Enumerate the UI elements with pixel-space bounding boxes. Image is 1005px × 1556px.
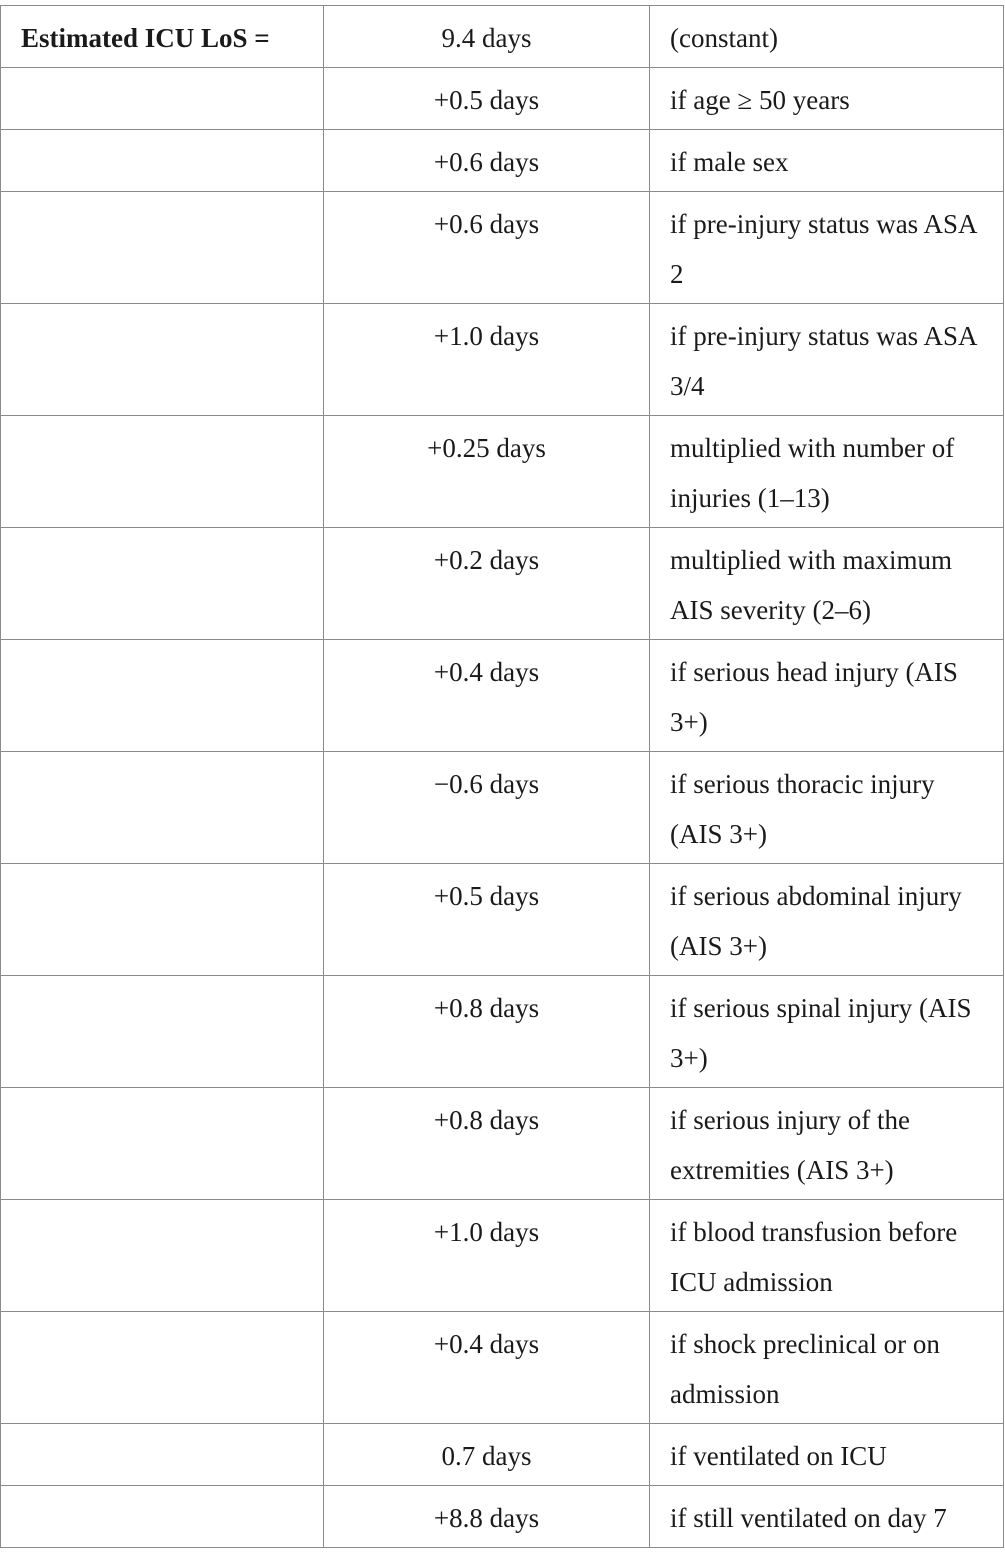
- row-description: if serious abdominal injury (AIS 3+): [650, 864, 1004, 976]
- row-value: +8.8 days: [324, 1486, 650, 1548]
- empty-cell: [1, 304, 324, 416]
- row-value: +0.25 days: [324, 416, 650, 528]
- row-description: if pre-injury status was ASA 2: [650, 192, 1004, 304]
- row-description: (constant): [650, 6, 1004, 68]
- row-value: +0.4 days: [324, 1312, 650, 1424]
- row-value: 9.4 days: [324, 6, 650, 68]
- empty-cell: [1, 1424, 324, 1486]
- empty-cell: [1, 1486, 324, 1548]
- row-description: if ventilated on ICU: [650, 1424, 1004, 1486]
- empty-cell: [1, 752, 324, 864]
- row-value: +1.0 days: [324, 1200, 650, 1312]
- row-description: if shock preclinical or on admission: [650, 1312, 1004, 1424]
- table-row: [1, 416, 1004, 528]
- empty-cell: [1, 864, 324, 976]
- empty-cell: [1, 416, 324, 528]
- empty-cell: [1, 130, 324, 192]
- empty-cell: [1, 1312, 324, 1424]
- row-value: +0.2 days: [324, 528, 650, 640]
- row-description: multiplied with number of injuries (1–13): [650, 416, 1004, 528]
- table-row: [1, 864, 1004, 976]
- row-description: if serious head injury (AIS 3+): [650, 640, 1004, 752]
- row-description: if serious thoracic injury (AIS 3+): [650, 752, 1004, 864]
- table-row: [1, 976, 1004, 1088]
- row-description: if still ventilated on day 7: [650, 1486, 1004, 1548]
- table-row: [1, 1424, 1004, 1486]
- formula-label: Estimated ICU LoS =: [1, 6, 324, 68]
- row-value: +0.6 days: [324, 192, 650, 304]
- empty-cell: [1, 976, 324, 1088]
- icu-los-table: [0, 5, 1004, 1548]
- row-value: +0.4 days: [324, 640, 650, 752]
- row-value: +0.5 days: [324, 864, 650, 976]
- table-row: [1, 6, 1004, 68]
- table-row: [1, 752, 1004, 864]
- empty-cell: [1, 1088, 324, 1200]
- empty-cell: [1, 68, 324, 130]
- row-description: if serious injury of the extremities (AIS 3+): [650, 1088, 1004, 1200]
- table-row: [1, 304, 1004, 416]
- table-row: [1, 1088, 1004, 1200]
- row-description: if serious spinal injury (AIS 3+): [650, 976, 1004, 1088]
- row-value: +1.0 days: [324, 304, 650, 416]
- row-value: −0.6 days: [324, 752, 650, 864]
- empty-cell: [1, 1200, 324, 1312]
- row-value: +0.6 days: [324, 130, 650, 192]
- row-description: if pre-injury status was ASA 3/4: [650, 304, 1004, 416]
- empty-cell: [1, 528, 324, 640]
- table-row: [1, 130, 1004, 192]
- empty-cell: [1, 640, 324, 752]
- row-description: multiplied with maximum AIS severity (2–6): [650, 528, 1004, 640]
- table-row: [1, 192, 1004, 304]
- table-row: [1, 528, 1004, 640]
- table-row: [1, 640, 1004, 752]
- row-value: +0.8 days: [324, 1088, 650, 1200]
- table-row: [1, 1486, 1004, 1548]
- row-description: if age ≥ 50 years: [650, 68, 1004, 130]
- row-description: if male sex: [650, 130, 1004, 192]
- row-description: if blood transfusion before ICU admission: [650, 1200, 1004, 1312]
- empty-cell: [1, 192, 324, 304]
- table-row: [1, 1200, 1004, 1312]
- row-value: +0.8 days: [324, 976, 650, 1088]
- table-row: [1, 1312, 1004, 1424]
- table-row: [1, 68, 1004, 130]
- row-value: 0.7 days: [324, 1424, 650, 1486]
- row-value: +0.5 days: [324, 68, 650, 130]
